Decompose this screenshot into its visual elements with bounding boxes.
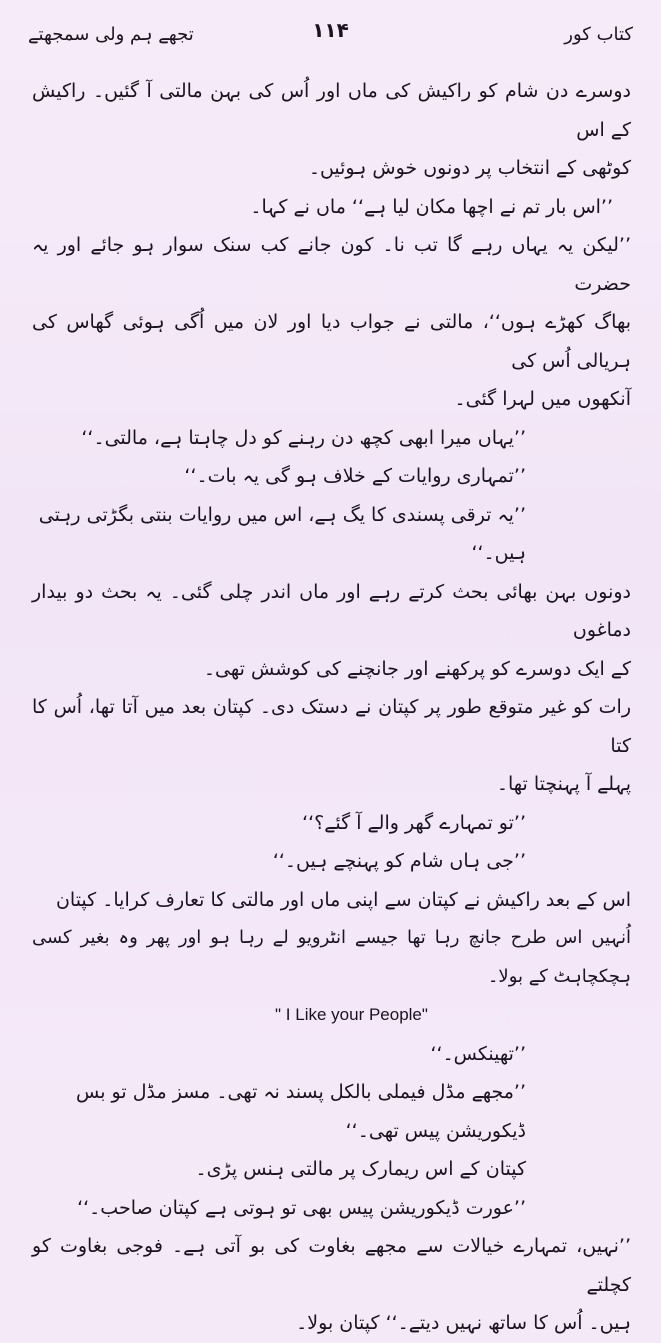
text-line: ’’عورت ڈیکوریشن پیس بھی تو ہوتی ہے کپتان صاحب۔‘‘ (77, 1196, 526, 1219)
english-quote: " I Like your People" (275, 1005, 428, 1024)
header-right-text: کتاب کور (564, 24, 633, 45)
text-line: کپتان کے اس ریمارک پر مالتی ہنس پڑی۔ (195, 1158, 526, 1180)
running-title: تجھے ہم ولی سمجھتے (28, 24, 194, 45)
text-line: پہلے آ پہنچتا تھا۔ (496, 773, 631, 795)
text-line: ’’تھینکس۔‘‘ (430, 1042, 526, 1065)
text-line: کے ایک دوسرے کو پرکھنے اور جانچنے کی کوشش تھی۔ (203, 657, 631, 680)
text-line: رات کو غیر متوقع طور پر کپتان نے دستک دی۔ کپتان بعد میں آتا تھا، اُس کا کتا (32, 696, 631, 757)
text-line: اُنہیں اس طرح جانچ رہا تھا جیسے انٹرویو لے رہا ہو اور پھر وہ بغیر کسی ہچکچاہٹ کے بولا۔ (32, 927, 631, 987)
text-line: ہیں۔ اُس کا ساتھ نہیں دیتے۔‘‘ کپتان بولا۔ (296, 1312, 631, 1334)
text-line: ’’اس بار تم نے اچھا مکان لیا ہے‘‘ ماں نے کہا۔ (250, 195, 613, 218)
page-number: ۱۱۴ (312, 18, 349, 42)
page-body (32, 72, 631, 1334)
text-line: ’’تو تمہارے گھر والے آ گئے؟‘‘ (302, 811, 526, 834)
text-line: ’’نہیں، تمہارے خیالات سے مجھے بغاوت کی بو آتی ہے۔ فوجی بغاوت کو کچلتے (32, 1235, 631, 1296)
text-line: ’’یہاں میرا ابھی کچھ دن رہنے کو دل چاہتا ہے، مالتی۔‘‘ (81, 426, 526, 449)
text-line: دوسرے دن شام کو راکیش کی ماں اور اُس کی بہن مالتی آ گئیں۔ راکیش کے اس (32, 80, 631, 141)
text-line: کوٹھی کے انتخاب پر دونوں خوش ہوئیں۔ (308, 157, 631, 179)
text-line: ’’یہ ترقی پسندی کا یگ ہے، اس میں روایات بنتی بگڑتی رہتی ہیں۔‘‘ (38, 503, 526, 564)
text-line: اس کے بعد راکیش نے کپتان سے اپنی ماں اور مالتی کا تعارف کرایا۔ کپتان (55, 888, 631, 911)
text-line: بھاگ کھڑے ہوں‘‘، مالتی نے جواب دیا اور لان میں اُگی ہوئی گھاس کی ہریالی اُس کی (32, 311, 631, 372)
text-line: دونوں بہن بھائی بحث کرتے رہے اور ماں اندر چلی گئی۔ یہ بحث دو بیدار دماغوں (32, 580, 631, 641)
text-line: ’’مجھے مڈل فیملی بالکل پسند نہ تھی۔ مسز مڈل تو بس ڈیکوریشن پیس تھی۔‘‘ (76, 1081, 526, 1142)
page-header (28, 18, 633, 58)
text-line: آنکھوں میں لہرا گئی۔ (454, 388, 631, 410)
text-line: ’’لیکن یہ یہاں رہے گا تب نا۔ کون جانے کب سنک سوار ہو جائے اور یہ حضرت (32, 234, 631, 295)
text-line: ’’تمہاری روایات کے خلاف ہو گی یہ بات۔‘‘ (184, 465, 526, 487)
text-line: ’’جی ہاں شام کو پہنچے ہیں۔‘‘ (272, 850, 526, 872)
